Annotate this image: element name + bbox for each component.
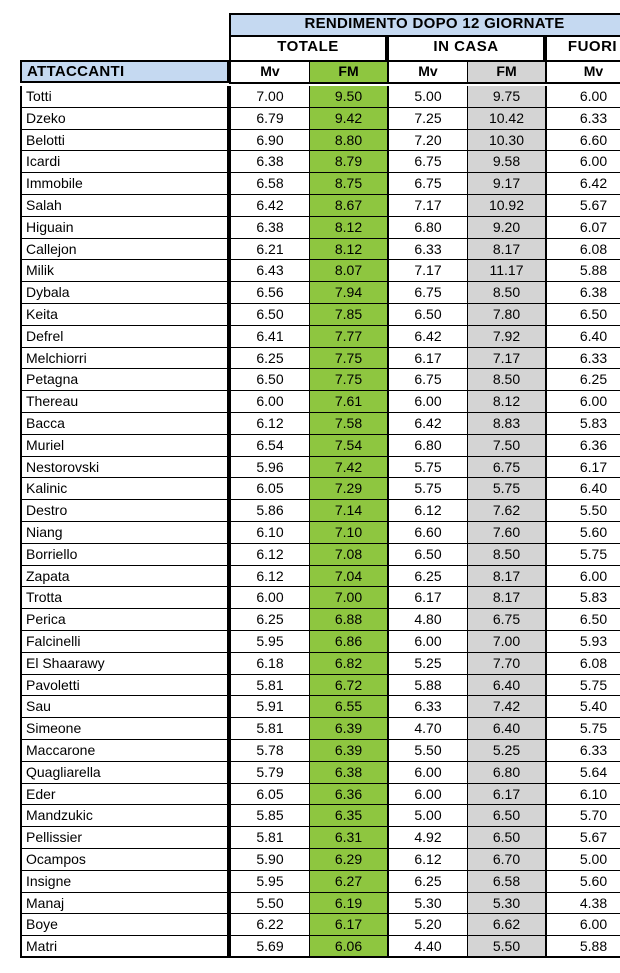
total-mv-cell: 5.86 — [229, 500, 309, 522]
total-fm-cell: 6.36 — [309, 784, 387, 805]
player-name-cell: Totti — [20, 86, 229, 108]
home-fm-cell: 5.75 — [467, 478, 545, 500]
player-name-cell: Belotti — [20, 130, 229, 151]
home-fm-cell: 6.62 — [467, 914, 545, 936]
player-name-cell: Falcinelli — [20, 631, 229, 653]
group-header-in-casa: IN CASA — [387, 37, 545, 62]
home-mv-cell: 6.17 — [387, 587, 467, 609]
player-name-cell: Dybala — [20, 282, 229, 304]
column-header-home-fm: FM — [467, 60, 545, 84]
total-fm-cell: 6.19 — [309, 893, 387, 914]
column-header-away-mv: Mv — [545, 60, 620, 84]
away-mv-cell: 5.40 — [545, 696, 620, 718]
total-mv-cell: 5.85 — [229, 805, 309, 827]
home-fm-cell: 6.40 — [467, 718, 545, 740]
home-fm-cell: 7.42 — [467, 696, 545, 718]
home-mv-cell: 7.17 — [387, 260, 467, 282]
total-fm-cell: 7.14 — [309, 500, 387, 522]
away-mv-cell: 5.88 — [545, 936, 620, 958]
player-name-cell: Thereau — [20, 391, 229, 413]
away-mv-cell: 6.00 — [545, 566, 620, 587]
total-fm-cell: 6.31 — [309, 827, 387, 849]
home-fm-cell: 8.50 — [467, 369, 545, 391]
total-fm-cell: 7.29 — [309, 478, 387, 500]
player-name-cell: Nestorovski — [20, 457, 229, 478]
away-mv-cell: 6.42 — [545, 173, 620, 195]
total-mv-cell: 6.12 — [229, 566, 309, 587]
total-fm-cell: 7.10 — [309, 522, 387, 544]
home-mv-cell: 6.33 — [387, 696, 467, 718]
home-mv-cell: 4.40 — [387, 936, 467, 958]
home-fm-cell: 7.70 — [467, 653, 545, 675]
total-mv-cell: 5.90 — [229, 849, 309, 871]
total-fm-cell: 7.61 — [309, 391, 387, 413]
home-fm-cell: 8.17 — [467, 587, 545, 609]
total-mv-cell: 6.25 — [229, 609, 309, 631]
total-mv-cell: 6.05 — [229, 478, 309, 500]
home-mv-cell: 6.80 — [387, 435, 467, 457]
away-mv-cell: 6.60 — [545, 130, 620, 151]
total-mv-cell: 6.43 — [229, 260, 309, 282]
home-mv-cell: 6.75 — [387, 151, 467, 173]
away-mv-cell: 6.40 — [545, 478, 620, 500]
away-mv-cell: 6.50 — [545, 304, 620, 326]
home-fm-cell: 9.75 — [467, 86, 545, 108]
home-mv-cell: 4.70 — [387, 718, 467, 740]
total-mv-cell: 6.25 — [229, 348, 309, 369]
total-mv-cell: 5.81 — [229, 718, 309, 740]
home-fm-cell: 6.40 — [467, 675, 545, 696]
away-mv-cell: 5.50 — [545, 500, 620, 522]
home-fm-cell: 11.17 — [467, 260, 545, 282]
away-mv-cell: 5.93 — [545, 631, 620, 653]
player-name-cell: Manaj — [20, 893, 229, 914]
home-fm-cell: 8.12 — [467, 391, 545, 413]
total-mv-cell: 6.42 — [229, 195, 309, 217]
total-mv-cell: 6.79 — [229, 108, 309, 130]
home-fm-cell: 5.25 — [467, 740, 545, 762]
player-name-cell: Destro — [20, 500, 229, 522]
away-mv-cell: 5.67 — [545, 195, 620, 217]
home-fm-cell: 9.58 — [467, 151, 545, 173]
away-mv-cell: 5.83 — [545, 587, 620, 609]
home-fm-cell: 6.70 — [467, 849, 545, 871]
home-fm-cell: 6.58 — [467, 871, 545, 893]
total-fm-cell: 7.85 — [309, 304, 387, 326]
home-fm-cell: 7.80 — [467, 304, 545, 326]
player-name-cell: Insigne — [20, 871, 229, 893]
total-mv-cell: 5.95 — [229, 631, 309, 653]
player-name-cell: Eder — [20, 784, 229, 805]
total-fm-cell: 8.07 — [309, 260, 387, 282]
total-mv-cell: 5.78 — [229, 740, 309, 762]
player-name-cell: Mandzukic — [20, 805, 229, 827]
home-mv-cell: 6.12 — [387, 849, 467, 871]
away-mv-cell: 6.40 — [545, 326, 620, 348]
total-fm-cell: 8.80 — [309, 130, 387, 151]
away-mv-cell: 6.36 — [545, 435, 620, 457]
total-mv-cell: 7.00 — [229, 86, 309, 108]
home-mv-cell: 6.00 — [387, 762, 467, 784]
away-mv-cell: 6.00 — [545, 914, 620, 936]
total-mv-cell: 6.21 — [229, 239, 309, 260]
total-mv-cell: 6.50 — [229, 369, 309, 391]
home-mv-cell: 5.75 — [387, 478, 467, 500]
total-mv-cell: 5.69 — [229, 936, 309, 958]
home-fm-cell: 5.30 — [467, 893, 545, 914]
home-mv-cell: 5.25 — [387, 653, 467, 675]
away-mv-cell: 6.10 — [545, 784, 620, 805]
home-mv-cell: 6.75 — [387, 369, 467, 391]
home-mv-cell: 6.80 — [387, 217, 467, 239]
away-mv-cell: 5.70 — [545, 805, 620, 827]
home-mv-cell: 6.60 — [387, 522, 467, 544]
total-fm-cell: 9.50 — [309, 86, 387, 108]
home-fm-cell: 10.92 — [467, 195, 545, 217]
total-fm-cell: 6.27 — [309, 871, 387, 893]
player-name-cell: Kalinic — [20, 478, 229, 500]
home-mv-cell: 6.00 — [387, 391, 467, 413]
total-fm-cell: 7.54 — [309, 435, 387, 457]
home-fm-cell: 8.50 — [467, 544, 545, 566]
away-mv-cell: 5.60 — [545, 522, 620, 544]
away-mv-cell: 5.67 — [545, 827, 620, 849]
home-fm-cell: 7.17 — [467, 348, 545, 369]
total-fm-cell: 8.12 — [309, 217, 387, 239]
player-name-cell: Petagna — [20, 369, 229, 391]
home-mv-cell: 5.88 — [387, 675, 467, 696]
player-name-cell: Ocampos — [20, 849, 229, 871]
total-fm-cell: 7.04 — [309, 566, 387, 587]
home-fm-cell: 5.50 — [467, 936, 545, 958]
total-fm-cell: 6.39 — [309, 740, 387, 762]
home-mv-cell: 5.20 — [387, 914, 467, 936]
home-mv-cell: 5.00 — [387, 805, 467, 827]
home-mv-cell: 7.20 — [387, 130, 467, 151]
total-mv-cell: 6.38 — [229, 151, 309, 173]
total-fm-cell: 8.12 — [309, 239, 387, 260]
player-name-cell: Pavoletti — [20, 675, 229, 696]
total-mv-cell: 6.12 — [229, 544, 309, 566]
column-header-home-mv: Mv — [387, 60, 467, 84]
total-mv-cell: 5.96 — [229, 457, 309, 478]
home-fm-cell: 6.75 — [467, 609, 545, 631]
away-mv-cell: 6.25 — [545, 369, 620, 391]
away-mv-cell: 6.33 — [545, 740, 620, 762]
total-fm-cell: 6.17 — [309, 914, 387, 936]
home-mv-cell: 5.00 — [387, 86, 467, 108]
away-mv-cell: 6.33 — [545, 108, 620, 130]
away-mv-cell: 5.75 — [545, 544, 620, 566]
home-fm-cell: 7.60 — [467, 522, 545, 544]
home-mv-cell: 6.42 — [387, 326, 467, 348]
total-fm-cell: 7.42 — [309, 457, 387, 478]
player-name-cell: Pellissier — [20, 827, 229, 849]
total-mv-cell: 6.00 — [229, 587, 309, 609]
total-mv-cell: 6.54 — [229, 435, 309, 457]
away-mv-cell: 6.50 — [545, 609, 620, 631]
home-fm-cell: 10.42 — [467, 108, 545, 130]
total-mv-cell: 5.95 — [229, 871, 309, 893]
away-mv-cell: 6.33 — [545, 348, 620, 369]
home-fm-cell: 7.62 — [467, 500, 545, 522]
away-mv-cell: 5.75 — [545, 675, 620, 696]
player-name-cell: Perica — [20, 609, 229, 631]
home-fm-cell: 6.75 — [467, 457, 545, 478]
home-mv-cell: 4.92 — [387, 827, 467, 849]
away-mv-cell: 6.08 — [545, 653, 620, 675]
total-mv-cell: 5.91 — [229, 696, 309, 718]
player-name-cell: Higuain — [20, 217, 229, 239]
player-name-cell: Boye — [20, 914, 229, 936]
away-mv-cell: 4.38 — [545, 893, 620, 914]
total-fm-cell: 9.42 — [309, 108, 387, 130]
home-fm-cell: 6.50 — [467, 805, 545, 827]
total-fm-cell: 7.94 — [309, 282, 387, 304]
player-name-cell: El Shaarawy — [20, 653, 229, 675]
player-name-cell: Bacca — [20, 413, 229, 435]
total-mv-cell: 5.81 — [229, 827, 309, 849]
home-mv-cell: 6.75 — [387, 282, 467, 304]
home-fm-cell: 6.50 — [467, 827, 545, 849]
away-mv-cell: 6.00 — [545, 151, 620, 173]
home-mv-cell: 6.50 — [387, 304, 467, 326]
total-mv-cell: 6.56 — [229, 282, 309, 304]
away-mv-cell: 5.83 — [545, 413, 620, 435]
total-mv-cell: 6.22 — [229, 914, 309, 936]
home-fm-cell: 8.83 — [467, 413, 545, 435]
player-name-cell: Zapata — [20, 566, 229, 587]
player-name-cell: Trotta — [20, 587, 229, 609]
total-mv-cell: 6.05 — [229, 784, 309, 805]
home-fm-cell: 9.20 — [467, 217, 545, 239]
total-mv-cell: 6.50 — [229, 304, 309, 326]
total-mv-cell: 6.90 — [229, 130, 309, 151]
home-fm-cell: 8.17 — [467, 239, 545, 260]
total-fm-cell: 6.38 — [309, 762, 387, 784]
home-mv-cell: 6.12 — [387, 500, 467, 522]
home-fm-cell: 7.00 — [467, 631, 545, 653]
away-mv-cell: 5.75 — [545, 718, 620, 740]
total-fm-cell: 8.79 — [309, 151, 387, 173]
home-fm-cell: 8.17 — [467, 566, 545, 587]
player-name-cell: Sau — [20, 696, 229, 718]
player-name-cell: Borriello — [20, 544, 229, 566]
role-header-attaccanti: ATTACCANTI — [20, 60, 229, 83]
total-fm-cell: 7.00 — [309, 587, 387, 609]
table-banner: RENDIMENTO DOPO 12 GIORNATE — [229, 13, 620, 37]
home-mv-cell: 7.25 — [387, 108, 467, 130]
total-fm-cell: 7.08 — [309, 544, 387, 566]
home-fm-cell: 8.50 — [467, 282, 545, 304]
total-mv-cell: 6.12 — [229, 413, 309, 435]
home-mv-cell: 6.00 — [387, 784, 467, 805]
away-mv-cell: 6.08 — [545, 239, 620, 260]
total-fm-cell: 6.88 — [309, 609, 387, 631]
total-fm-cell: 6.29 — [309, 849, 387, 871]
total-mv-cell: 6.00 — [229, 391, 309, 413]
player-name-cell: Muriel — [20, 435, 229, 457]
home-mv-cell: 6.33 — [387, 239, 467, 260]
player-name-cell: Dzeko — [20, 108, 229, 130]
player-name-cell: Niang — [20, 522, 229, 544]
home-fm-cell: 9.17 — [467, 173, 545, 195]
group-header-fuori: FUORI — [545, 37, 620, 62]
total-mv-cell: 6.41 — [229, 326, 309, 348]
total-fm-cell: 8.67 — [309, 195, 387, 217]
total-fm-cell: 7.75 — [309, 369, 387, 391]
total-fm-cell: 6.35 — [309, 805, 387, 827]
player-name-cell: Milik — [20, 260, 229, 282]
home-fm-cell: 6.17 — [467, 784, 545, 805]
away-mv-cell: 6.38 — [545, 282, 620, 304]
home-mv-cell: 6.75 — [387, 173, 467, 195]
total-fm-cell: 6.82 — [309, 653, 387, 675]
home-mv-cell: 6.25 — [387, 871, 467, 893]
home-fm-cell: 7.92 — [467, 326, 545, 348]
away-mv-cell: 6.00 — [545, 391, 620, 413]
player-name-cell: Icardi — [20, 151, 229, 173]
home-mv-cell: 6.17 — [387, 348, 467, 369]
player-name-cell: Keita — [20, 304, 229, 326]
away-mv-cell: 6.17 — [545, 457, 620, 478]
total-fm-cell: 8.75 — [309, 173, 387, 195]
player-name-cell: Defrel — [20, 326, 229, 348]
away-mv-cell: 5.88 — [545, 260, 620, 282]
home-fm-cell: 10.30 — [467, 130, 545, 151]
total-mv-cell: 6.58 — [229, 173, 309, 195]
total-fm-cell: 6.39 — [309, 718, 387, 740]
player-name-cell: Immobile — [20, 173, 229, 195]
player-name-cell: Melchiorri — [20, 348, 229, 369]
player-name-cell: Salah — [20, 195, 229, 217]
total-mv-cell: 5.50 — [229, 893, 309, 914]
home-fm-cell: 7.50 — [467, 435, 545, 457]
player-name-cell: Matri — [20, 936, 229, 958]
total-mv-cell: 5.81 — [229, 675, 309, 696]
total-fm-cell: 6.86 — [309, 631, 387, 653]
total-mv-cell: 6.38 — [229, 217, 309, 239]
column-header-total-mv: Mv — [229, 60, 309, 84]
total-fm-cell: 6.55 — [309, 696, 387, 718]
away-mv-cell: 5.64 — [545, 762, 620, 784]
player-name-cell: Simeone — [20, 718, 229, 740]
home-mv-cell: 5.75 — [387, 457, 467, 478]
total-fm-cell: 7.58 — [309, 413, 387, 435]
home-mv-cell: 7.17 — [387, 195, 467, 217]
away-mv-cell: 6.07 — [545, 217, 620, 239]
player-name-cell: Quagliarella — [20, 762, 229, 784]
total-mv-cell: 5.79 — [229, 762, 309, 784]
home-mv-cell: 4.80 — [387, 609, 467, 631]
home-mv-cell: 6.00 — [387, 631, 467, 653]
column-header-total-fm: FM — [309, 60, 387, 84]
group-header-totale: TOTALE — [229, 37, 387, 62]
total-mv-cell: 6.18 — [229, 653, 309, 675]
total-mv-cell: 6.10 — [229, 522, 309, 544]
home-mv-cell: 6.42 — [387, 413, 467, 435]
home-mv-cell: 5.30 — [387, 893, 467, 914]
home-mv-cell: 6.25 — [387, 566, 467, 587]
player-name-cell: Callejon — [20, 239, 229, 260]
away-mv-cell: 5.00 — [545, 849, 620, 871]
total-fm-cell: 6.72 — [309, 675, 387, 696]
away-mv-cell: 5.60 — [545, 871, 620, 893]
total-fm-cell: 7.75 — [309, 348, 387, 369]
home-mv-cell: 6.50 — [387, 544, 467, 566]
home-mv-cell: 5.50 — [387, 740, 467, 762]
total-fm-cell: 6.06 — [309, 936, 387, 958]
player-name-cell: Maccarone — [20, 740, 229, 762]
total-fm-cell: 7.77 — [309, 326, 387, 348]
home-fm-cell: 6.80 — [467, 762, 545, 784]
away-mv-cell: 6.00 — [545, 86, 620, 108]
